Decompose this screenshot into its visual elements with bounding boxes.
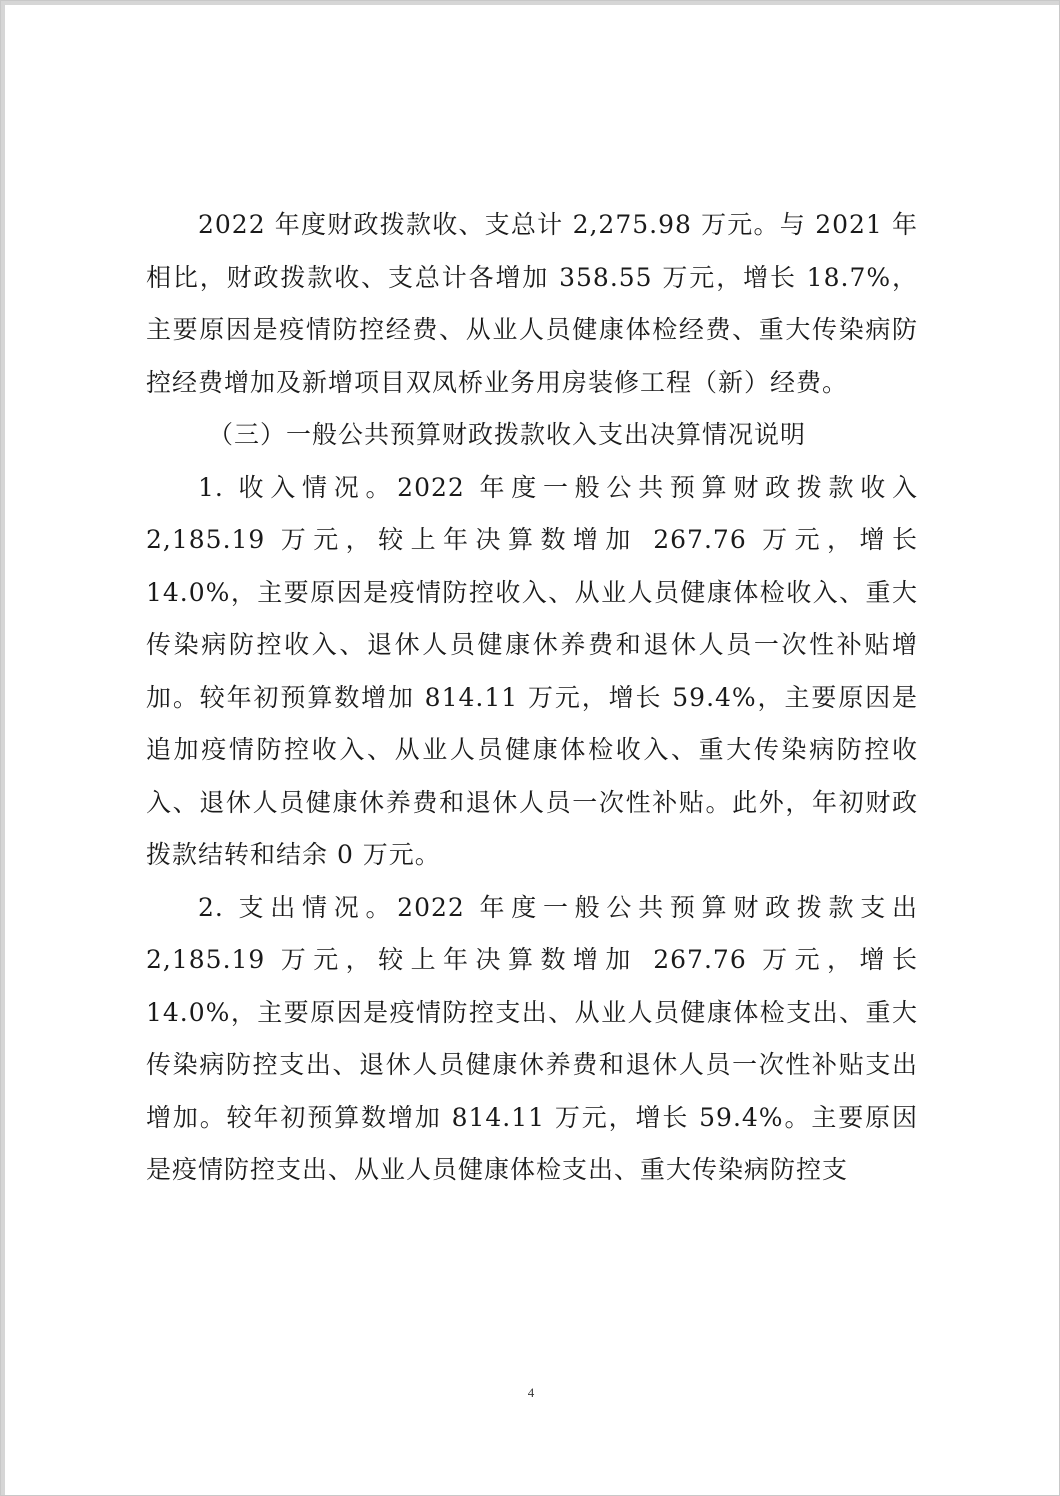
paragraph-income: 1. 收入情况。2022 年度一般公共预算财政拨款收入 2,185.19 万元，较上年决算数增加 267.76 万元，增长 14.0%，主要原因是疫情防控收入、从业人员健康体检收入、重大传染病防控收入、退休人员健康休养费和退休人员一次性补贴增加。较年初预算数增加 814.11 万元，增长 59.4%，主要原因是追加疫情防控收入、从业人员健康体检收入、重大传染病防控收入、退休人员健康休养费和退休人员一次性补贴。此外，年初财政拨款结转和结余 0 万元。 — [146, 472, 918, 869]
page-number: 4 — [527, 1385, 535, 1400]
paragraph-expenditure: 2. 支出情况。2022 年度一般公共预算财政拨款支出 2,185.19 万元，较上年决算数增加 267.76 万元，增长 14.0%，主要原因是疫情防控支出、从业人员健康体检支出、重大传染病防控支出、退休人员健康休养费和退休人员一次性补贴支出增加。较年初预算数增加 814.11 万元，增长 59.4%。主要原因是疫情防控支出、从业人员健康体检支出、重大传染病防控支 — [146, 892, 918, 1184]
section-heading: （三）一般公共预算财政拨款收入支出决算情况说明 — [208, 420, 807, 449]
paragraph-fiscal-total: 2022 年度财政拨款收、支总计 2,275.98 万元。与 2021 年相比，财政拨款收、支总计各增加 358.55 万元，增长 18.7%，主要原因是疫情防控经费、从业人员健康体检经费、重大传染病防控经费增加及新增项目双凤桥业务用房装修工程（新）经费。 — [146, 210, 918, 397]
body-text — [146, 199, 918, 1197]
